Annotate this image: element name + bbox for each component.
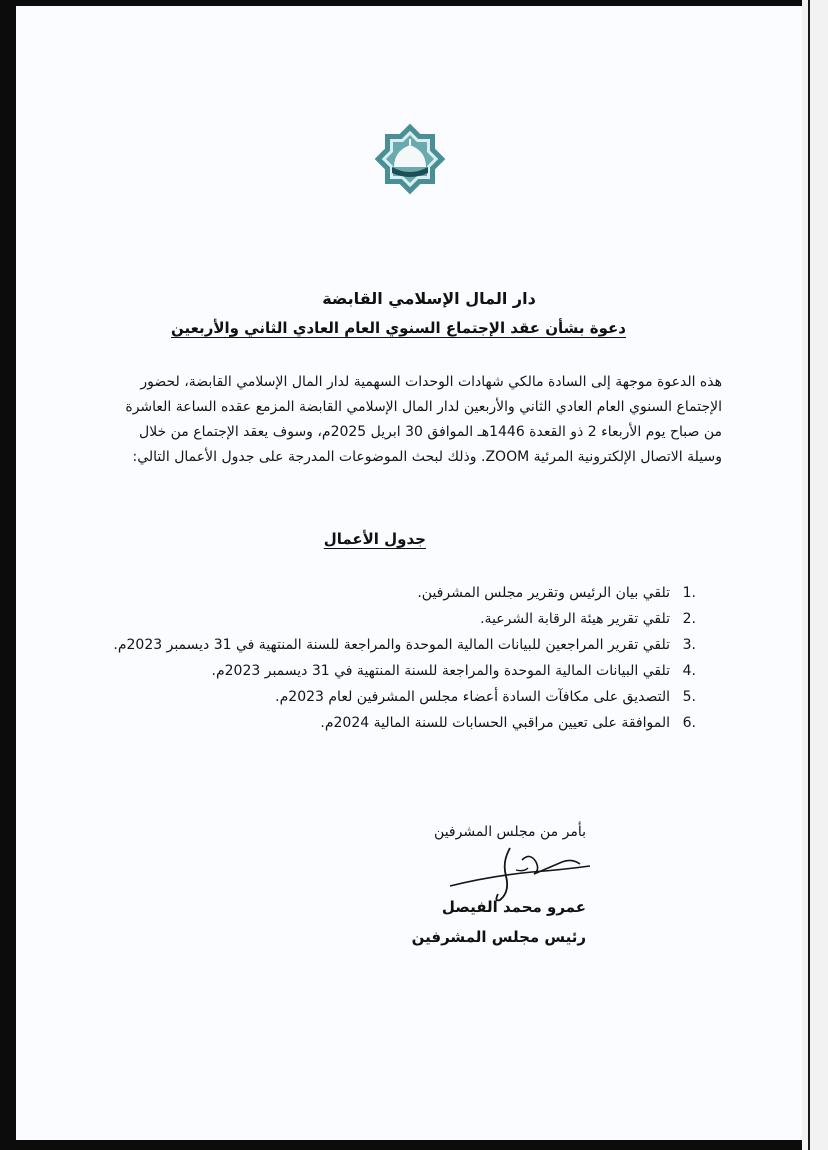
agenda-heading: جدول الأعمال bbox=[323, 530, 426, 548]
order-by-line: بأمر من مجلس المشرفين bbox=[434, 824, 586, 840]
agenda-item-number: 2. bbox=[682, 611, 696, 627]
agenda-item-text: الموافقة على تعيين مراقبي الحسابات للسنة المالية 2024م. bbox=[320, 715, 670, 731]
agenda-item-number: 6. bbox=[682, 715, 696, 731]
company-logo-icon bbox=[372, 121, 448, 197]
agenda-list bbox=[76, 580, 696, 736]
signer-name: عمرو محمد الفيصل bbox=[441, 898, 586, 916]
agenda-item-number: 5. bbox=[682, 689, 696, 705]
agenda-item bbox=[76, 632, 696, 658]
agenda-item-number: 3. bbox=[682, 637, 696, 653]
document-page bbox=[16, 6, 802, 1140]
signer-title: رئيس مجلس المشرفين bbox=[411, 928, 586, 946]
agenda-item-text: تلقي بيان الرئيس وتقرير مجلس المشرفين. bbox=[417, 585, 670, 601]
agenda-item-text: تلقي البيانات المالية الموحدة والمراجعة للسنة المنتهية في 31 ديسمبر 2023م. bbox=[211, 663, 670, 679]
body-line: الإجتماع السنوي العام العادي الثاني والأربعين لدار المال الإسلامي القابضة المزمع عقده الساعة العاشرة bbox=[125, 399, 722, 415]
agenda-item-text: التصديق على مكافآت السادة أعضاء مجلس المشرفين لعام 2023م. bbox=[275, 689, 670, 705]
body-line: من صباح يوم الأربعاء 2 ذو القعدة 1446هـ الموافق 30 ابريل 2025م، وسوف يعقد الإجتماع من خلال bbox=[139, 424, 722, 440]
agenda-item bbox=[76, 580, 696, 606]
company-name: دار المال الإسلامي القابضة bbox=[322, 289, 536, 308]
scan-edge-line bbox=[808, 0, 810, 1150]
scan-edge bbox=[802, 0, 828, 1150]
agenda-item bbox=[76, 606, 696, 632]
agenda-item-number: 1. bbox=[682, 585, 696, 601]
agenda-item-text: تلقي تقرير هيئة الرقابة الشرعية. bbox=[480, 611, 670, 627]
body-line: وسيلة الاتصال الإلكترونية المرئية ZOOM. وذلك لبحث الموضوعات المدرجة على جدول الأعمال التالي: bbox=[132, 449, 722, 465]
agenda-item bbox=[76, 658, 696, 684]
agenda-item-number: 4. bbox=[682, 663, 696, 679]
agenda-item-text: تلقي تقرير المراجعين للبيانات المالية الموحدة والمراجعة للسنة المنتهية في 31 ديسمبر 2023م. bbox=[113, 637, 670, 653]
agenda-item bbox=[76, 710, 696, 736]
invitation-body bbox=[102, 370, 722, 470]
body-line: هذه الدعوة موجهة إلى السادة مالكي شهادات الوحدات السهمية لدار المال الإسلامي القابضة، لحضور bbox=[140, 374, 722, 390]
handwritten-signature bbox=[440, 842, 600, 904]
agenda-item bbox=[76, 684, 696, 710]
invitation-title: دعوة بشأن عقد الإجتماع السنوي العام العادي الثاني والأربعين bbox=[170, 319, 626, 337]
